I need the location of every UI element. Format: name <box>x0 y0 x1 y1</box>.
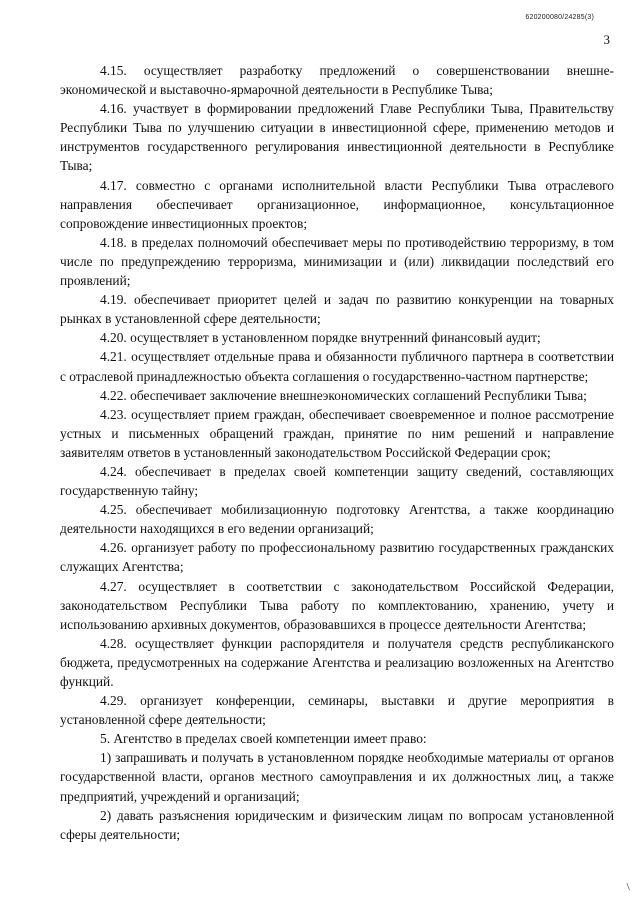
paragraph-4-15: 4.15. осуществляет разработку предложений о совершенствовании внешне-экономической и выставочно-ярмарочной деятельности в Республике Тыва; <box>60 63 614 98</box>
paragraph-4-18: 4.18. в пределах полномочий обеспечивает меры по противодействию терроризму, в том числе по предупреждению терроризма, минимизации и (или) ликвидации последствий его проявлений; <box>60 234 614 289</box>
paragraph-5-1: 1) запрашивать и получать в установленном порядке необходимые материалы от органов государственной власти, органов местного самоуправления и их должностных лиц, а также предприятий, учреждений и организаций; <box>60 750 614 804</box>
paragraph-4-23: 4.23. осуществляет прием граждан, обеспечивает своевременное и полное рассмотрение устных и письменных обращений граждан, принятие по ним решений и направление заявителям ответов в установленный законодательством Российской Федерации срок; <box>60 406 614 460</box>
paragraph-4-27: 4.27. осуществляет в соответствии с законодательством Российской Федерации, законодательством Республики Тыва работу по комплектованию, хранению, учету и использованию архивных документов, образовавшихся в процессе деятельности Агентства; <box>60 578 614 632</box>
handwritten-mark-icon: / <box>623 881 634 893</box>
paragraph-5-2: 2) давать разъяснения юридическим и физическим лицам по вопросам установленной сферы деятельности; <box>60 807 614 842</box>
paragraph-4-21: 4.21. осуществляет отдельные права и обязанности публичного партнера в соответствии с отраслевой принадлежностью объекта соглашения о государственно-частном партнерстве; <box>60 349 614 384</box>
paragraph-4-19: 4.19. обеспечивает приоритет целей и задач по развитию конкуренции на товарных рынках в установленной сфере деятельности; <box>60 292 614 327</box>
paragraph-4-22: 4.22. обеспечивает заключение внешнеэкономических соглашений Республики Тыва; <box>100 387 587 403</box>
document-body <box>60 61 614 844</box>
paragraph-4-24: 4.24. обеспечивает в пределах своей компетенции защиту сведений, составляющих государственную тайну; <box>60 463 614 499</box>
paragraph-4-16: 4.16. участвует в формировании предложений Главе Республики Тыва, Правительству Республики Тыва по улучшению ситуации в инвестиционной сфере, применению методов и инструментов государственного регулирования инвестиционной деятельности в Республике Тыва; <box>60 101 614 174</box>
paragraph-4-17: 4.17. совместно с органами исполнительной власти Республики Тыва отраслевого направления обеспечивает организационное, информационное, консультационное сопровождение инвестиционных проектов; <box>60 177 614 231</box>
paragraph-4-25: 4.25. обеспечивает мобилизационную подготовку Агентства, а также координацию деятельности находящихся в его ведении организаций; <box>60 502 614 537</box>
paragraph-4-29: 4.29. организует конференции, семинары, выставки и другие мероприятия в установленной сфере деятельности; <box>60 693 614 728</box>
paragraph-4-26: 4.26. организует работу по профессиональному развитию государственных гражданских служащих Агентства; <box>60 540 614 575</box>
page-number: 3 <box>603 32 610 47</box>
paragraph-4-28: 4.28. осуществляет функции распорядителя и получателя средств республиканского бюджета, предусмотренных на содержание Агентства и реализацию возложенных на Агентство функций. <box>60 635 614 689</box>
paragraph-4-20: 4.20. осуществляет в установленном порядке внутренний финансовый аудит; <box>100 330 541 346</box>
paragraph-5: 5. Агентство в пределах своей компетенции имеет право: <box>100 731 427 747</box>
document-code: 620200080/24285(3) <box>525 14 594 21</box>
